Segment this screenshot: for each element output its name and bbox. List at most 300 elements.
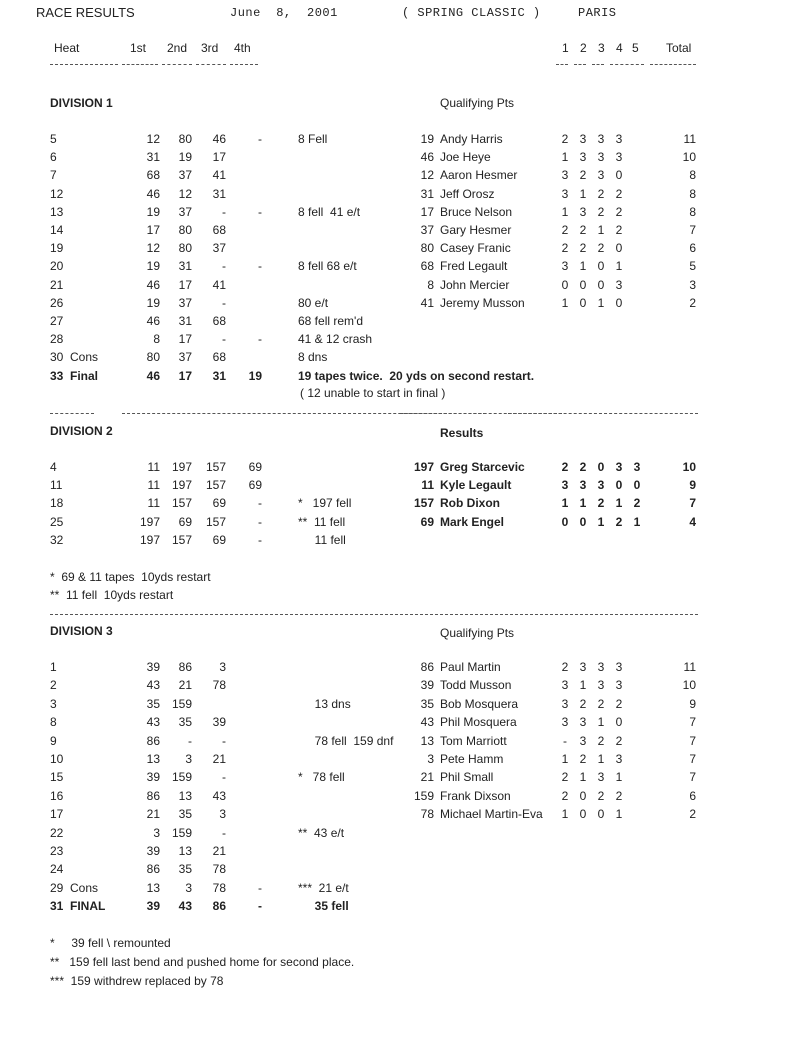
heat-score: 0 <box>579 295 587 310</box>
heat-score: 1 <box>561 807 569 822</box>
rider-number: 43 <box>420 715 434 730</box>
total-points: 9 <box>689 696 696 711</box>
total-points: 7 <box>689 223 696 237</box>
first-place: 13 <box>146 752 160 766</box>
heat-note: 8 fell 41 e/t <box>298 204 361 219</box>
heat-number: 31 FINAL <box>50 899 106 914</box>
heat-score: 3 <box>597 150 605 165</box>
total-points: 2 <box>689 295 696 310</box>
heat-note: 19 tapes twice. 20 yds on second restart. <box>298 368 535 383</box>
heat-note: 68 fell rem'd <box>298 314 363 328</box>
third-place: 31 <box>212 368 226 383</box>
heat-score: 1 <box>597 295 605 310</box>
second-place: 19 <box>178 150 192 165</box>
heat-score: 3 <box>561 696 569 711</box>
heat-score: 1 <box>561 752 569 766</box>
first-place: 35 <box>146 696 160 711</box>
third-place: 68 <box>212 314 226 328</box>
heat-number: 10 <box>50 752 64 766</box>
rider-name: Bob Mosquera <box>440 696 519 711</box>
heat-score: 2 <box>597 186 605 201</box>
heat-note: * 197 fell <box>298 496 352 511</box>
heat-number: 32 <box>50 532 64 547</box>
rider-name: Bruce Nelson <box>440 204 513 219</box>
rider-name: Todd Musson <box>440 678 512 693</box>
heat-score: 3 <box>615 660 623 674</box>
heat-number: 18 <box>50 496 64 511</box>
heat-score: 2 <box>615 186 623 201</box>
heat-number: 24 <box>50 862 64 877</box>
heat-score: 1 <box>597 752 605 766</box>
total-points: 10 <box>682 678 696 693</box>
total-points: 7 <box>689 770 696 785</box>
rider-name: Michael Martin-Eva <box>440 807 543 822</box>
rider-name: Frank Dixson <box>440 788 511 803</box>
heat-number: 9 <box>50 733 57 748</box>
third-place: 21 <box>212 844 226 858</box>
third-place: - <box>222 770 226 785</box>
rider-number: 69 <box>420 514 434 529</box>
heat-number: 19 <box>50 241 64 256</box>
rider-name: Tom Marriott <box>440 733 507 748</box>
second-place: 159 <box>171 770 192 785</box>
heat-number: 1 <box>50 660 57 674</box>
heat-score: 3 <box>597 168 605 183</box>
rider-number: 19 <box>420 132 434 146</box>
rider-row <box>0 494 800 512</box>
heat-number: 16 <box>50 788 64 803</box>
heat-note: 8 fell 68 e/t <box>298 259 357 274</box>
second-place: 17 <box>178 332 192 347</box>
col-4th: 4th <box>234 41 251 55</box>
rider-row <box>0 130 800 148</box>
rider-row <box>0 805 800 823</box>
total-points: 11 <box>683 660 696 674</box>
heat-score: 3 <box>597 478 605 493</box>
first-place: 11 <box>147 478 160 493</box>
third-place: 157 <box>205 478 226 493</box>
third-place: 69 <box>212 496 226 511</box>
second-place: 37 <box>178 168 192 183</box>
heat-score: 3 <box>561 478 569 493</box>
heat-number: 26 <box>50 295 64 310</box>
rider-row <box>0 658 800 676</box>
heat-score: 0 <box>579 807 587 822</box>
rider-row <box>0 148 800 166</box>
heat-score: 2 <box>615 733 623 748</box>
rider-row <box>0 458 800 476</box>
total-points: 7 <box>689 496 696 511</box>
second-place: - <box>188 733 192 748</box>
heat-note: * 78 fell <box>298 770 345 785</box>
heat-score: 1 <box>561 150 569 165</box>
heat-score: 1 <box>579 259 587 274</box>
heat-score: 2 <box>597 241 605 256</box>
total-points: 7 <box>689 752 696 766</box>
rider-row <box>0 203 800 221</box>
rider-row <box>0 166 800 184</box>
fourth-place: - <box>258 899 262 914</box>
heat-score: 3 <box>579 204 587 219</box>
fourth-place: - <box>258 532 262 547</box>
second-place: 37 <box>178 350 192 365</box>
heat-score: 2 <box>579 223 587 237</box>
heat-score: 2 <box>615 696 623 711</box>
heat-row <box>0 531 800 549</box>
heat-score: 2 <box>561 132 569 146</box>
third-place: - <box>222 733 226 748</box>
second-place: 157 <box>171 532 192 547</box>
rider-number: 159 <box>413 788 434 803</box>
heat-note: ** 43 e/t <box>298 825 345 840</box>
third-place: 41 <box>212 168 226 183</box>
heat-score: 0 <box>597 807 605 822</box>
heat-score: 0 <box>615 168 623 183</box>
heat-number: 28 <box>50 332 64 347</box>
heat-score: 2 <box>579 241 587 256</box>
rider-name: John Mercier <box>440 277 510 292</box>
rider-row <box>0 513 800 531</box>
heat-score: 1 <box>633 514 641 529</box>
rider-number: 37 <box>420 223 434 237</box>
heat-score: 3 <box>615 752 623 766</box>
first-place: 46 <box>146 314 160 328</box>
rider-row <box>0 239 800 257</box>
heat-score: 0 <box>561 277 569 292</box>
col-r5: 5 <box>632 41 639 55</box>
heat-score: 3 <box>615 277 623 292</box>
second-place: 80 <box>178 132 192 146</box>
second-place: 86 <box>178 660 192 674</box>
heat-number: 5 <box>50 132 57 146</box>
first-place: 43 <box>146 715 160 730</box>
first-place: 68 <box>146 168 160 183</box>
rider-number: 39 <box>420 678 434 693</box>
second-place: 12 <box>178 186 192 201</box>
col-r4: 4 <box>616 41 623 55</box>
rider-name: Greg Starcevic <box>440 460 525 474</box>
heat-score: 1 <box>597 514 605 529</box>
second-place: 159 <box>171 825 192 840</box>
heat-score: 3 <box>615 150 623 165</box>
heat-score: 1 <box>579 186 587 201</box>
total-points: 7 <box>689 715 696 730</box>
heat-score: 3 <box>597 132 605 146</box>
heat-row <box>0 367 800 385</box>
third-place: 31 <box>212 186 226 201</box>
first-place: 19 <box>146 204 160 219</box>
heat-note: ** 11 fell <box>298 514 346 529</box>
third-place: 68 <box>212 223 226 237</box>
heat-number: 13 <box>50 204 64 219</box>
heat-score: 1 <box>615 807 623 822</box>
heat-score: 2 <box>561 241 569 256</box>
divider <box>196 64 226 65</box>
total-points: 9 <box>689 478 696 493</box>
division-2-subtitle: Results <box>440 426 484 440</box>
division-3-footnote: ** 159 fell last bend and pushed home for second place. <box>50 955 355 969</box>
first-place: 80 <box>146 350 160 365</box>
heat-score: 0 <box>579 277 587 292</box>
rider-number: 197 <box>413 460 434 474</box>
first-place: 39 <box>146 844 160 858</box>
heat-score: 0 <box>633 478 641 493</box>
second-place: 13 <box>178 788 192 803</box>
divider <box>508 413 698 414</box>
heat-score: 0 <box>597 460 605 474</box>
third-place: 3 <box>219 807 226 822</box>
heat-score: 1 <box>597 715 605 730</box>
second-place: 197 <box>171 460 192 474</box>
divider <box>650 64 696 65</box>
third-place: - <box>222 825 226 840</box>
heat-score: 2 <box>561 770 569 785</box>
heat-number: 20 <box>50 259 64 274</box>
total-points: 4 <box>689 514 696 529</box>
third-place: 39 <box>212 715 226 730</box>
divider <box>122 413 562 414</box>
heat-score: 3 <box>615 460 623 474</box>
heat-row <box>0 330 800 348</box>
second-place: 80 <box>178 241 192 256</box>
heat-row <box>0 824 800 842</box>
total-points: 8 <box>689 186 696 201</box>
divider <box>230 64 258 65</box>
heat-score: 0 <box>615 478 623 493</box>
heat-score: 1 <box>615 259 623 274</box>
third-place: - <box>222 332 226 347</box>
heat-score: 1 <box>615 496 623 511</box>
rider-name: Casey Franic <box>440 241 511 256</box>
col-3rd: 3rd <box>201 41 219 55</box>
second-place: 31 <box>178 314 192 328</box>
heat-score: 3 <box>615 678 623 693</box>
second-place: 157 <box>171 496 192 511</box>
fourth-place: - <box>258 259 262 274</box>
rider-row <box>0 768 800 786</box>
third-place: 78 <box>212 880 226 895</box>
third-place: 41 <box>212 277 226 292</box>
divider <box>50 614 698 615</box>
fourth-place: 69 <box>248 478 262 493</box>
rider-name: Rob Dixon <box>440 496 500 511</box>
heat-score: 3 <box>561 715 569 730</box>
third-place: 17 <box>212 150 226 165</box>
fourth-place: - <box>258 496 262 511</box>
divider <box>122 64 158 65</box>
heat-score: 3 <box>579 150 587 165</box>
divider <box>610 64 644 65</box>
third-place: 21 <box>212 752 226 766</box>
heat-number: 21 <box>50 277 64 292</box>
heat-score: 2 <box>597 496 605 511</box>
rider-name: Kyle Legault <box>440 478 512 493</box>
rider-name: Phil Small <box>440 770 494 785</box>
first-place: 12 <box>146 132 160 146</box>
rider-number: 68 <box>420 259 434 274</box>
heat-score: 3 <box>561 168 569 183</box>
heat-note: 8 Fell <box>298 132 328 146</box>
heat-score: - <box>563 733 567 748</box>
division-2-footnote: * 69 & 11 tapes 10yds restart <box>50 570 211 584</box>
heat-score: 2 <box>615 204 623 219</box>
rider-number: 78 <box>420 807 434 822</box>
rider-number: 80 <box>420 241 434 256</box>
rider-row <box>0 221 800 239</box>
rider-number: 13 <box>420 733 434 748</box>
fourth-place: - <box>258 514 262 529</box>
heat-score: 2 <box>597 788 605 803</box>
rider-name: Paul Martin <box>440 660 501 674</box>
rider-name: Andy Harris <box>440 132 503 146</box>
division-1-subtitle: Qualifying Pts <box>440 96 515 110</box>
first-place: 39 <box>146 899 160 914</box>
heat-number: 23 <box>50 844 64 858</box>
rider-number: 86 <box>420 660 434 674</box>
heat-number: 22 <box>50 825 64 840</box>
heat-score: 2 <box>633 496 641 511</box>
rider-name: Aaron Hesmer <box>440 168 518 183</box>
heat-score: 3 <box>597 660 605 674</box>
rider-row <box>0 713 800 731</box>
heat-note: 35 fell <box>298 899 349 914</box>
rider-number: 41 <box>420 295 434 310</box>
divider <box>400 413 486 414</box>
third-place: 78 <box>212 862 226 877</box>
heat-score: 3 <box>615 132 623 146</box>
third-place: - <box>222 259 226 274</box>
heat-score: 3 <box>597 770 605 785</box>
heat-number: 14 <box>50 223 64 237</box>
second-place: 13 <box>178 844 192 858</box>
heat-score: 2 <box>597 696 605 711</box>
third-place: 86 <box>212 899 226 914</box>
fourth-place: - <box>258 132 262 146</box>
rider-number: 8 <box>427 277 434 292</box>
heat-score: 1 <box>579 770 587 785</box>
rider-name: Jeremy Musson <box>440 295 525 310</box>
heat-score: 2 <box>597 733 605 748</box>
heat-row <box>0 897 800 915</box>
third-place: 68 <box>212 350 226 365</box>
rider-row <box>0 695 800 713</box>
rider-name: Fred Legault <box>440 259 508 274</box>
first-place: 86 <box>146 733 160 748</box>
total-points: 3 <box>689 277 696 292</box>
heat-note: *** 21 e/t <box>298 880 349 895</box>
heat-score: 1 <box>561 295 569 310</box>
col-r2: 2 <box>580 41 587 55</box>
col-r3: 3 <box>598 41 605 55</box>
rider-number: 31 <box>420 186 434 201</box>
heat-number: 15 <box>50 770 64 785</box>
division-1-title: DIVISION 1 <box>50 96 113 110</box>
fourth-place: - <box>258 880 262 895</box>
rider-name: Jeff Orosz <box>440 186 495 201</box>
total-points: 10 <box>682 150 696 165</box>
col-2nd: 2nd <box>167 41 188 55</box>
rider-number: 46 <box>420 150 434 165</box>
heat-score: 3 <box>597 678 605 693</box>
first-place: 8 <box>153 332 160 347</box>
fourth-place: - <box>258 332 262 347</box>
fourth-place: 19 <box>248 368 262 383</box>
second-place: 3 <box>185 752 192 766</box>
heat-number: 27 <box>50 314 64 328</box>
first-place: 43 <box>146 678 160 693</box>
third-place: - <box>222 295 226 310</box>
first-place: 21 <box>146 807 160 822</box>
first-place: 12 <box>146 241 160 256</box>
heat-score: 1 <box>579 496 587 511</box>
rider-row <box>0 676 800 694</box>
second-place: 35 <box>178 807 192 822</box>
heat-score: 2 <box>615 223 623 237</box>
heat-score: 1 <box>597 223 605 237</box>
heat-row <box>0 348 800 366</box>
heat-score: 0 <box>597 277 605 292</box>
heat-score: 2 <box>579 752 587 766</box>
heat-score: 0 <box>615 295 623 310</box>
rider-name: Pete Hamm <box>440 752 504 766</box>
heat-number: 17 <box>50 807 64 822</box>
heat-score: 3 <box>633 460 641 474</box>
heat-score: 1 <box>561 496 569 511</box>
heat-number: 25 <box>50 514 64 529</box>
division-3-footnote: * 39 fell \ remounted <box>50 936 171 950</box>
third-place: - <box>222 204 226 219</box>
first-place: 197 <box>139 532 160 547</box>
second-place: 37 <box>178 204 192 219</box>
heat-number: 33 Final <box>50 368 99 383</box>
first-place: 31 <box>146 150 160 165</box>
second-place: 17 <box>178 277 192 292</box>
total-points: 2 <box>689 807 696 822</box>
second-place: 37 <box>178 295 192 310</box>
third-place: 157 <box>205 514 226 529</box>
heat-number: 8 <box>50 715 57 730</box>
heat-number: 4 <box>50 460 57 474</box>
heat-score: 0 <box>561 514 569 529</box>
heat-number: 11 <box>50 478 63 493</box>
division-3-footnote: *** 159 withdrew replaced by 78 <box>50 974 224 988</box>
division-2-title: DIVISION 2 <box>50 424 113 438</box>
fourth-place: 69 <box>248 460 262 474</box>
rider-name: Phil Mosquera <box>440 715 517 730</box>
heat-number: 12 <box>50 186 64 201</box>
rider-row <box>0 294 800 312</box>
rider-name: Mark Engel <box>440 514 505 529</box>
division-3-subtitle: Qualifying Pts <box>440 626 515 640</box>
total-points: 7 <box>689 733 696 748</box>
rider-name: Gary Hesmer <box>440 223 512 237</box>
rider-row <box>0 276 800 294</box>
heat-number: 7 <box>50 168 57 183</box>
heat-score: 1 <box>579 678 587 693</box>
heat-score: 3 <box>579 660 587 674</box>
fourth-place: - <box>258 204 262 219</box>
heat-score: 3 <box>579 733 587 748</box>
third-place: 46 <box>212 132 226 146</box>
first-place: 39 <box>146 770 160 785</box>
divider <box>162 64 192 65</box>
heat-number: 30 Cons <box>50 350 99 365</box>
third-place: 157 <box>205 460 226 474</box>
second-place: 3 <box>185 880 192 895</box>
second-place: 159 <box>171 696 192 711</box>
second-place: 197 <box>171 478 192 493</box>
divider <box>50 413 94 414</box>
